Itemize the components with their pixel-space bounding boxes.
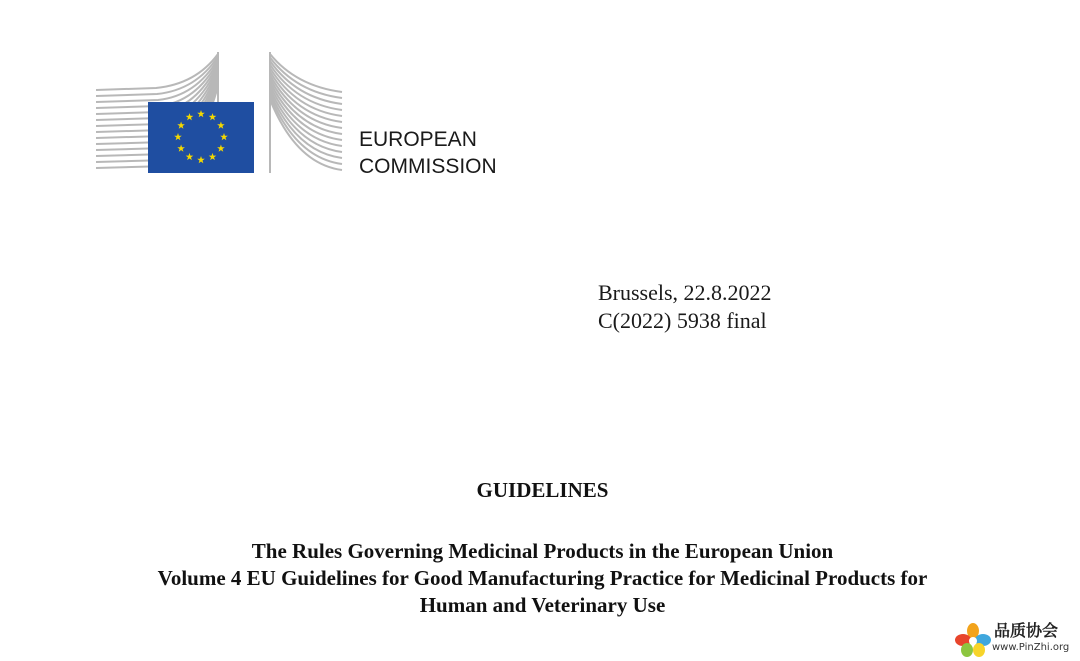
title-line-2: Volume 4 EU Guidelines for Good Manufacturing Practice for Medicinal Products for (157, 566, 928, 590)
organization-name (359, 126, 497, 180)
organization-line-2: COMMISSION (359, 155, 497, 178)
document-type-heading: GUIDELINES (476, 478, 609, 502)
document-code: C(2022) 5938 final (598, 308, 767, 333)
flower-logo-icon (954, 622, 992, 658)
organization-line-1: EUROPEAN (359, 128, 477, 151)
reference-block (598, 279, 772, 335)
european-commission-logo (96, 52, 346, 176)
place-date: Brussels, 22.8.2022 (598, 280, 772, 305)
title-line-3: Human and Veterinary Use (419, 593, 666, 617)
watermark-name: 品质协会 (994, 621, 1059, 640)
building-right-wing (270, 52, 342, 173)
title-line-1: The Rules Governing Medicinal Products in the European Union (251, 539, 834, 563)
watermark-url: www.PinZhi.org (992, 642, 1070, 653)
document-title (0, 538, 1080, 619)
commission-building-emblem (96, 52, 346, 176)
watermark (954, 622, 1076, 658)
